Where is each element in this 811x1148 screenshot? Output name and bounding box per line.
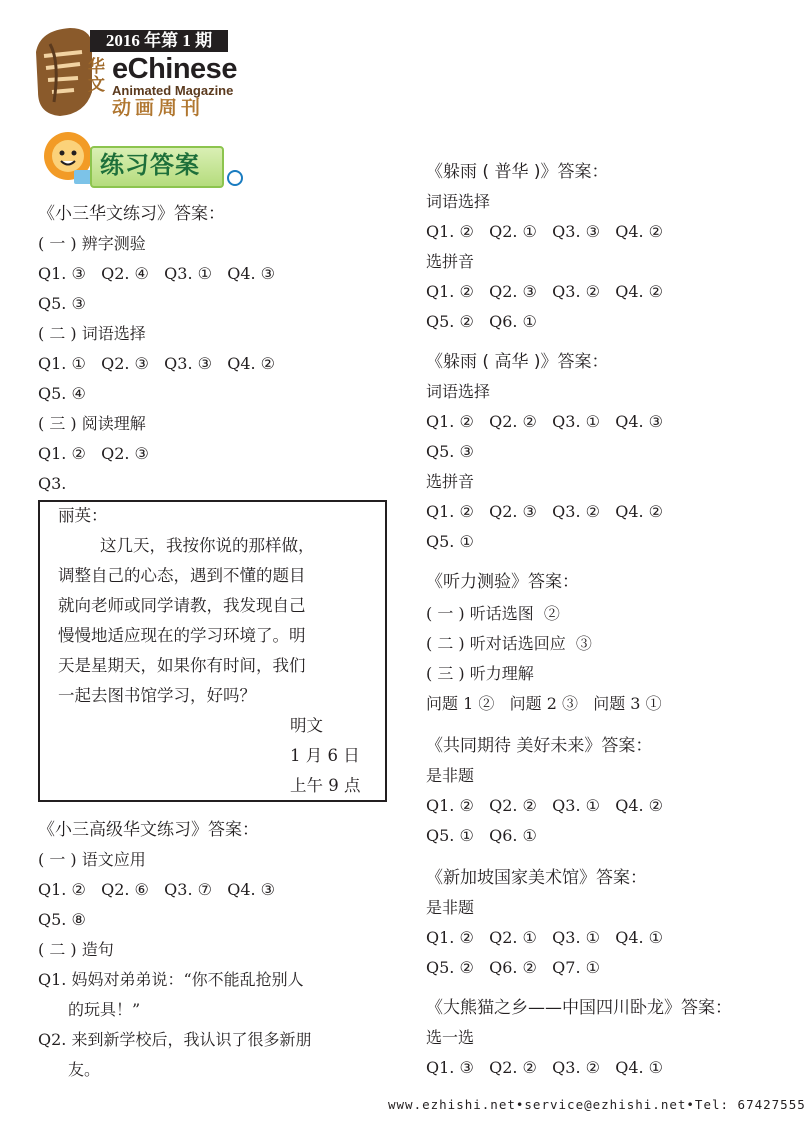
answer-line: Q1. ③ Q2. ② Q3. ② Q4. ① <box>426 1058 664 1077</box>
answer-line: Q1. ② Q2. ③ <box>38 444 149 463</box>
letter-greeting: 丽英： <box>58 506 108 525</box>
section-title: 《小三华文练习》答案： <box>38 204 225 224</box>
answer-line: 问题 1 ② 问题 2 ③ 问题 3 ① <box>426 694 662 713</box>
answer-line: Q1. ① Q2. ③ Q3. ③ Q4. ② <box>38 354 276 373</box>
answer-line: Q5. ② Q6. ② Q7. ① <box>426 958 600 977</box>
answer-line: Q1. ③ Q2. ④ Q3. ① Q4. ③ <box>38 264 276 283</box>
answer-line: Q5. ④ <box>38 384 86 403</box>
answer-line: 的玩具！” <box>68 1000 141 1019</box>
part-heading: ( 二 ) 词语选择 <box>38 324 146 343</box>
answer-line: Q5. ② Q6. ① <box>426 312 537 331</box>
part-heading: ( 三 ) 听力理解 <box>426 664 534 683</box>
answer-line: ( 一 ) 听话选图 ② <box>426 604 560 623</box>
part-heading: 选一选 <box>426 1028 475 1047</box>
answer-line: Q5. ③ <box>38 294 86 313</box>
part-heading: 是非题 <box>426 898 475 917</box>
answer-line: 友。 <box>68 1060 101 1079</box>
letter-line: 调整自己的心态，遇到不懂的题目 <box>58 566 306 585</box>
brand-name: eChinese <box>112 53 237 85</box>
answer-line: Q1. ② Q2. ② Q3. ① Q4. ③ <box>426 412 664 431</box>
section-title: 《小三高级华文练习》答案： <box>38 820 259 840</box>
footer-contact: www.ezhishi.net•service@ezhishi.net•Tel: 67427555 <box>388 1097 806 1112</box>
part-heading: ( 一 ) 语文应用 <box>38 850 146 869</box>
banner-title: 练习答案 <box>100 151 200 179</box>
answer-line: Q1. ② Q2. ② Q3. ① Q4. ② <box>426 796 664 815</box>
section-title: 《新加坡国家美术馆》答案： <box>426 868 647 888</box>
part-heading: 词语选择 <box>426 192 491 211</box>
part-heading: 选拼音 <box>426 472 475 491</box>
letter-line: 这几天，我按你说的那样做， <box>100 536 315 555</box>
letter-time: 上午 9 点 <box>290 776 361 795</box>
letter-date: 1 月 6 日 <box>290 746 360 765</box>
section-title: 《大熊猫之乡——中国四川卧龙》答案： <box>426 998 732 1018</box>
section-title: 《听力测验》答案： <box>426 572 579 592</box>
huawen-mark: 华文 <box>88 57 105 95</box>
answer-line: Q1. 妈妈对弟弟说：“你不能乱抢别人 <box>38 970 304 989</box>
part-heading: ( 二 ) 造句 <box>38 940 114 959</box>
answer-line: Q5. ① Q6. ① <box>426 826 537 845</box>
section-title: 《躲雨 ( 高华 )》答案： <box>426 352 609 372</box>
answer-line: Q1. ② Q2. ⑥ Q3. ⑦ Q4. ③ <box>38 880 276 899</box>
section-title: 《躲雨 ( 普华 )》答案： <box>426 162 609 182</box>
answer-line: Q1. ② Q2. ① Q3. ③ Q4. ② <box>426 222 664 241</box>
answer-line: ( 二 ) 听对话选回应 ③ <box>426 634 592 653</box>
part-heading: 选拼音 <box>426 252 475 271</box>
part-heading: ( 三 ) 阅读理解 <box>38 414 146 433</box>
answer-line: Q1. ② Q2. ③ Q3. ② Q4. ② <box>426 502 664 521</box>
part-heading: 词语选择 <box>426 382 491 401</box>
letter-line: 就向老师或同学请教，我发现自己 <box>58 596 306 615</box>
answer-line: Q5. ① <box>426 532 474 551</box>
letter-line: 慢慢地适应现在的学习环境了。明 <box>58 626 306 645</box>
letter-signature: 明文 <box>290 716 323 735</box>
banner-dot-icon <box>227 170 243 186</box>
section-title: 《共同期待 美好未来》答案： <box>426 736 653 756</box>
letter-line: 一起去图书馆学习，好吗？ <box>58 686 256 705</box>
answer-line: Q1. ② Q2. ① Q3. ① Q4. ① <box>426 928 664 947</box>
part-heading: 是非题 <box>426 766 475 785</box>
answer-line: Q1. ② Q2. ③ Q3. ② Q4. ② <box>426 282 664 301</box>
answer-line: Q5. ⑧ <box>38 910 86 929</box>
letter-line: 天是星期天，如果你有时间，我们 <box>58 656 306 675</box>
answer-line: Q3. <box>38 474 67 493</box>
issue-label: 2016 年第 1 期 <box>90 30 228 52</box>
part-heading: ( 一 ) 辨字测验 <box>38 234 146 253</box>
brand-subtitle: Animated Magazine <box>112 83 234 98</box>
answer-line: Q2. 来到新学校后，我认识了很多新朋 <box>38 1030 312 1049</box>
answer-line: Q5. ③ <box>426 442 474 461</box>
brand-weekly: 动画周刊 <box>112 97 205 119</box>
